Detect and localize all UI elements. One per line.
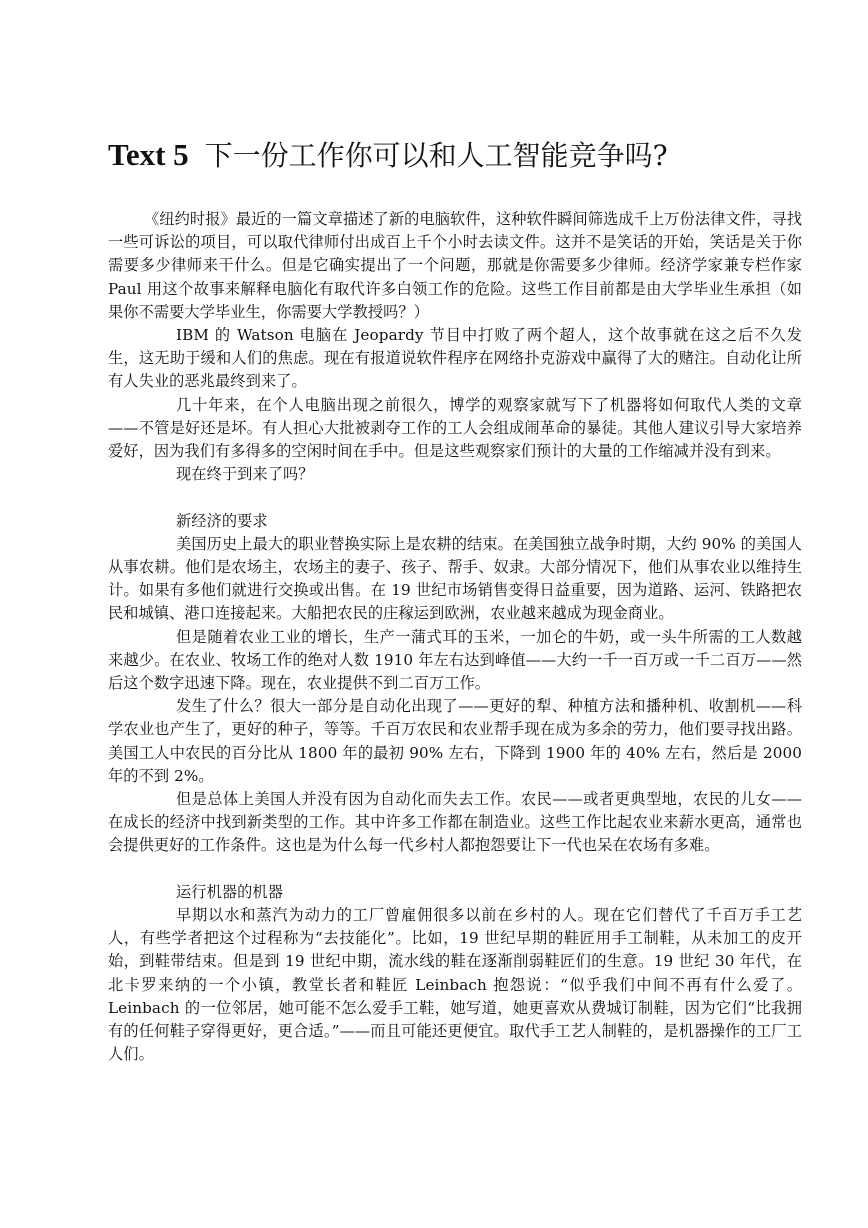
page-title [108, 137, 808, 174]
paragraph: 几十年来，在个人电脑出现之前很久，博学的观察家就写下了机器将如何取代人类的文章——不管是好还是坏。有人担心大批被剥夺工作的工人会组成闹革命的暴徒。其他人建议引导大家培养爱好，因为我们有多得多的空闲时间在手中。但是这些观察家们预计的大量的工作缩减并没有到来。 [108, 395, 802, 461]
paragraph: 现在终于到来了吗？ [176, 465, 314, 484]
paragraph-spacer [108, 486, 802, 509]
title-chinese: 下一份工作你可以和人工智能竞争吗? [204, 138, 668, 172]
paragraph: 《纽约时报》最近的一篇文章描述了新的电脑软件，这种软件瞬间筛选成千上万份法律文件，寻找一些可诉讼的项目，可以取代律师付出成百上千个小时去读文件。这并不是笑话的开始，笑话是关于你需要多少律师来干什么。但是它确实提出了一个问题，那就是你需要多少律师。经济学家兼专栏作家Paul 用这个故事来解释电脑化有取代许多白领工作的危险。这些工作目前都是由大学毕业生承担（如果你不需要大学毕业生，你需要大学教授吗？） [108, 210, 802, 321]
paragraph: 发生了什么？很大一部分是自动化出现了——更好的犁、种植方法和播种机、收割机——科学农业也产生了，更好的种子，等等。千百万农民和农业帮手现在成为多余的劳力，他们要寻找出路。美国工人中农民的百分比从 1800 年的最初 90% 左右，下降到 1900 年的 40% 左右，然后是 2000 年的不到 2%。 [108, 697, 802, 785]
paragraph: 但是随着农业工业的增长，生产一蒲式耳的玉米，一加仑的牛奶，或一头牛所需的工人数越来越少。在农业、牧场工作的绝对人数 1910 年左右达到峰值——大约一千一百万或一千二百万——然后这个数字迅速下降。现在，农业提供不到二百万工作。 [108, 627, 802, 693]
article-body [108, 208, 802, 1066]
paragraph: 美国历史上最大的职业替换实际上是农耕的结束。在美国独立战争时期，大约 90% 的美国人从事农耕。他们是农场主，农场主的妻子、孩子、帮手、奴隶。大部分情况下，他们从事农业以维持生计。如果有多他们就进行交换或出售。在 19 世纪市场销售变得日益重要，因为道路、运河、铁路把农民和城镇、港口连接起来。大船把农民的庄稼运到欧洲，农业越来越成为现金商业。 [108, 534, 802, 623]
paragraph: IBM 的 Watson 电脑在 Jeopardy 节目中打败了两个超人，这个故事就在这之后不久发生，这无助于缓和人们的焦虑。现在有报道说软件程序在网络扑克游戏中赢得了大的赌注。自动化让所有人失业的恶兆最终到来了。 [108, 326, 802, 391]
paragraph-spacer [108, 858, 802, 881]
paragraph: 早期以水和蒸汽为动力的工厂曾雇佣很多以前在乡村的人。现在它们替代了千百万手工艺人，有些学者把这个过程称为“去技能化”。比如，19 世纪早期的鞋匠用手工制鞋，从未加工的皮开始，到鞋带结束。但是到 19 世纪中期，流水线的鞋在逐渐削弱鞋匠们的生意。19 世纪 30 年代，在北卡罗来纳的一个小镇，教堂长者和鞋匠 Leinbach 抱怨说：“似乎我们中间不再有什么爱了。Leinbach 的一位邻居，她可能不怎么爱手工鞋，她写道，她更喜欢从费城订制鞋，因为它们“比我拥有的任何鞋子穿得更好，更合适。”——而且可能还更便宜。取代手工艺人制鞋的，是机器操作的工厂工人们。 [108, 906, 802, 1064]
section-heading: 运行机器的机器 [176, 882, 284, 901]
section-heading: 新经济的要求 [176, 511, 268, 530]
title-english: Text 5 [108, 136, 189, 172]
paragraph: 但是总体上美国人并没有因为自动化而失去工作。农民——或者更典型地，农民的儿女——在成长的经济中找到新类型的工作。其中许多工作都在制造业。这些工作比起农业来薪水更高，通常也会提供更好的工作条件。这也是为什么每一代乡村人都抱怨要让下一代也呆在农场有多难。 [108, 790, 802, 855]
